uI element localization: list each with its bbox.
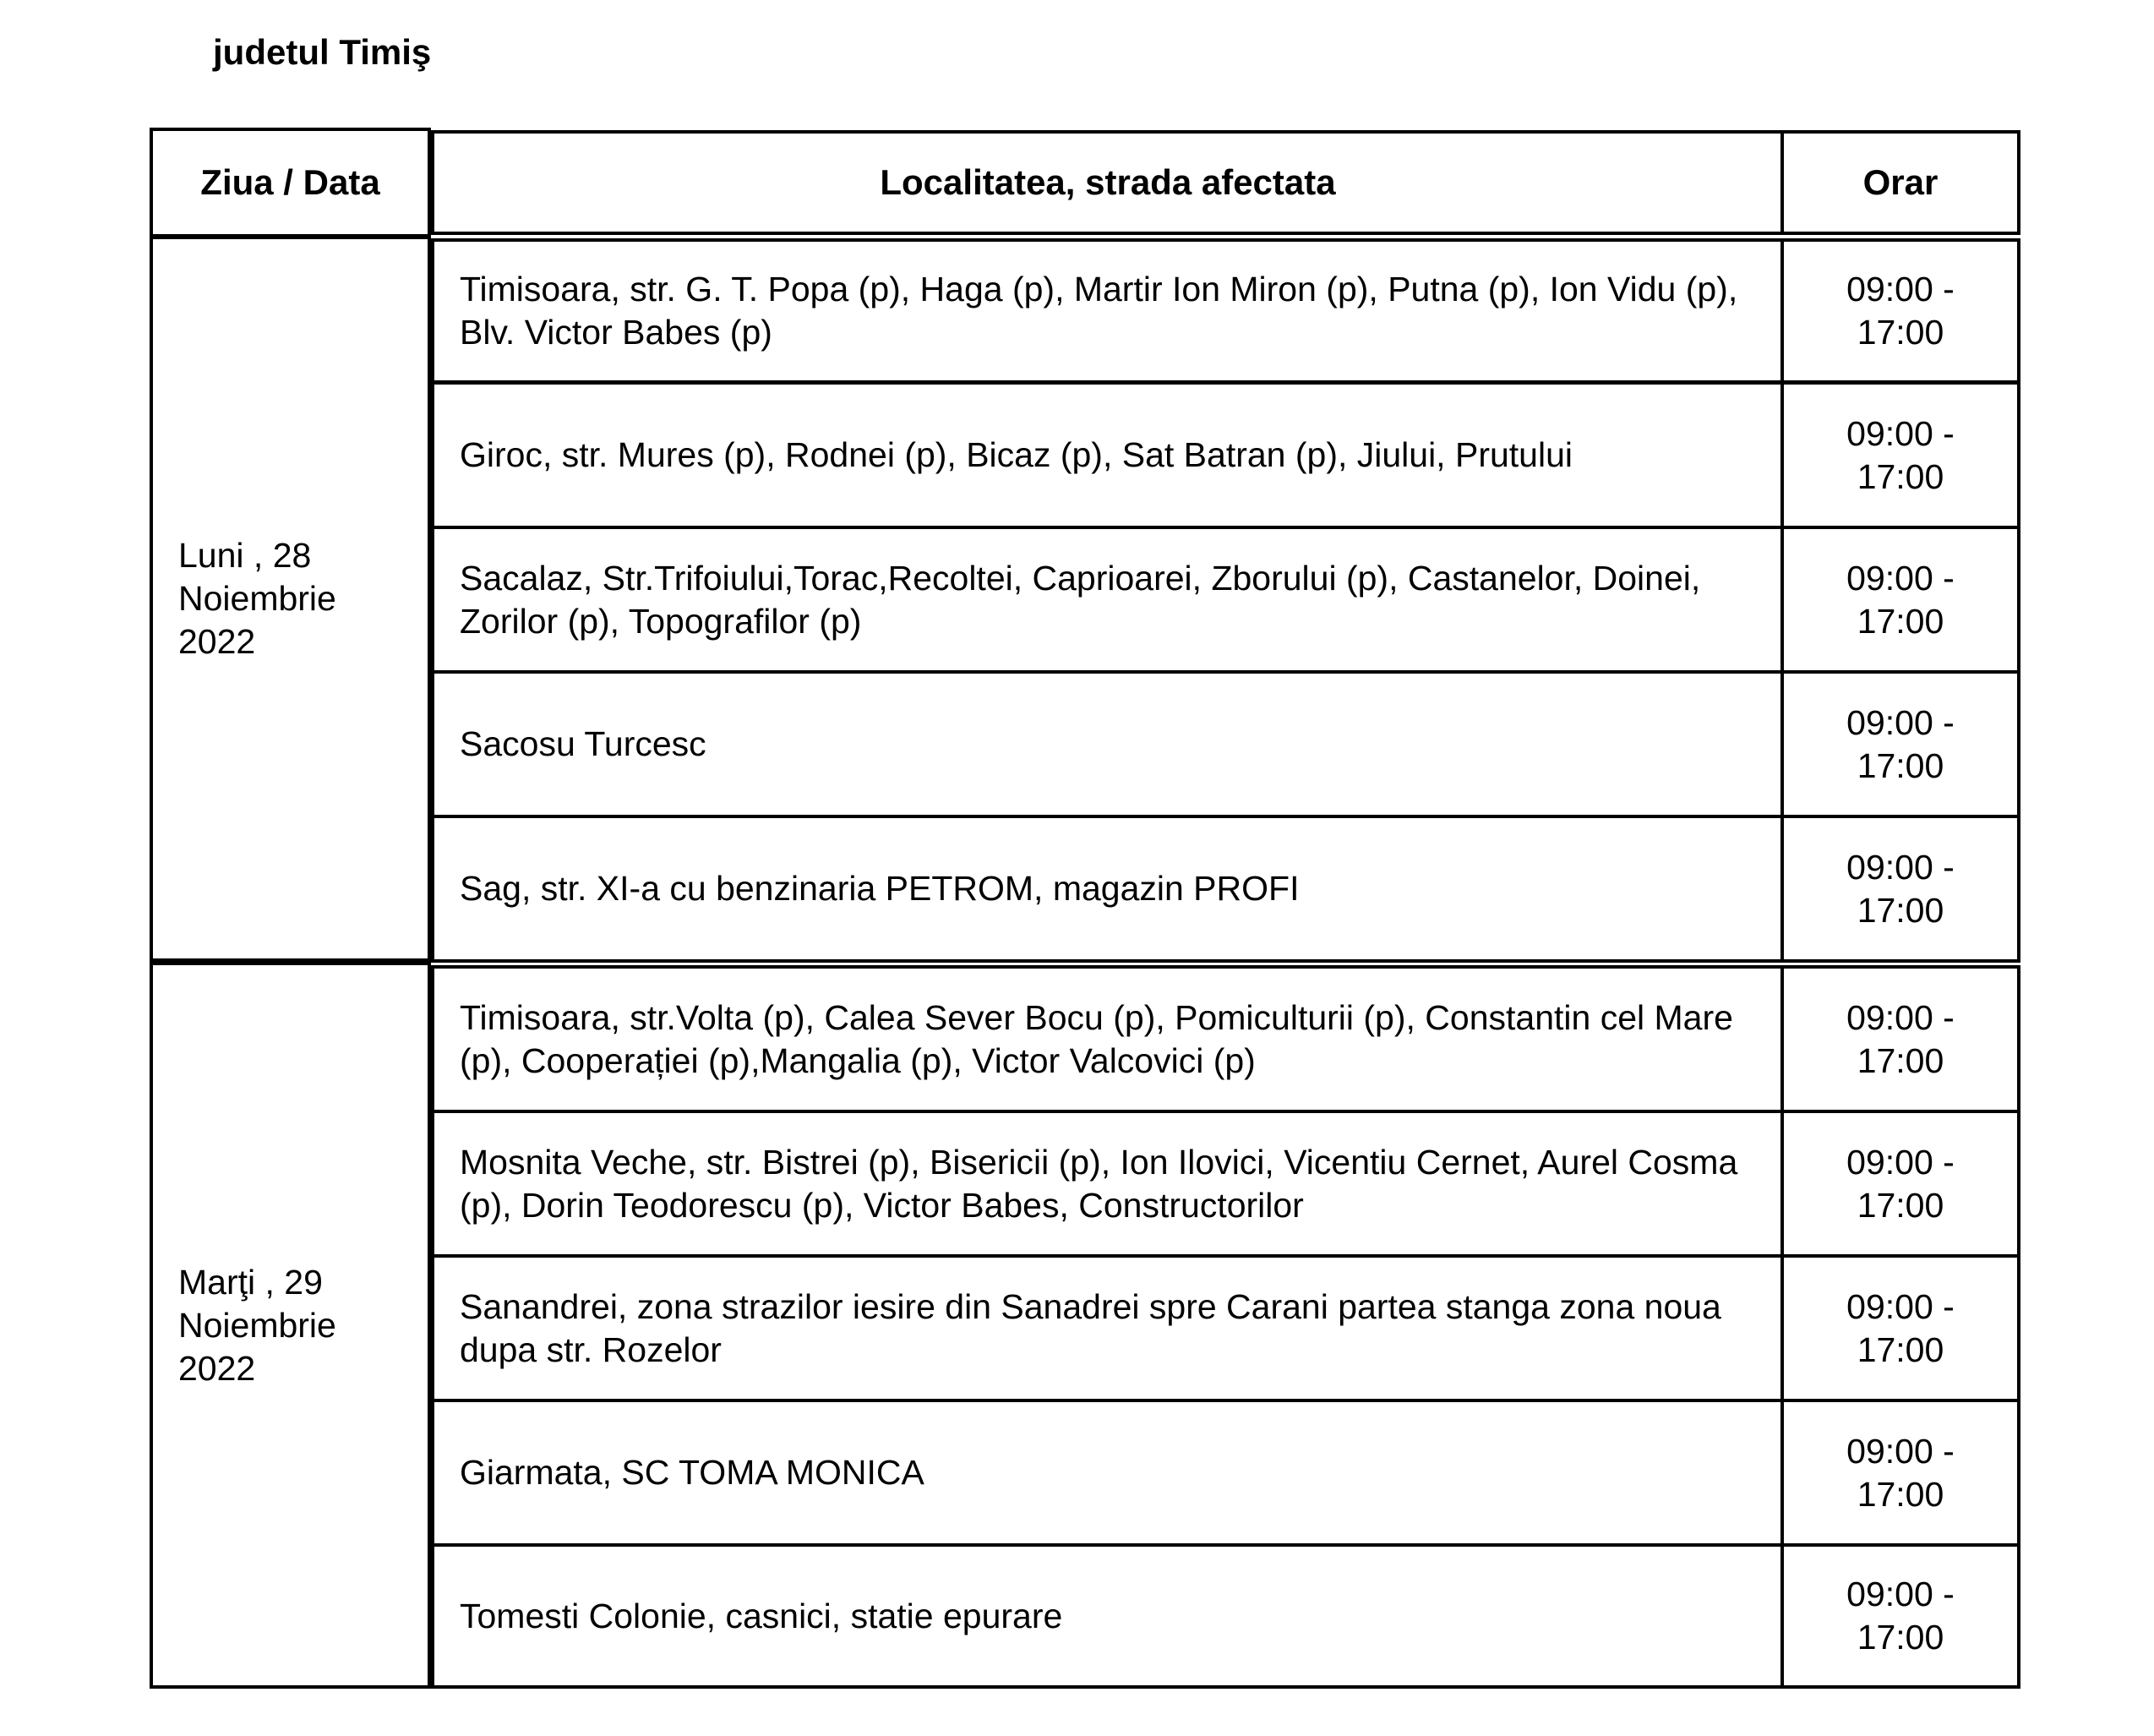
location-text: Sacalaz, Str.Trifoiului,Torac,Recoltei, Caprioarei, Zborului (p), Castanelor, Doinei, Zorilor (p), Topografilor (p) bbox=[460, 558, 1701, 641]
table-row-location bbox=[431, 670, 1785, 818]
time-start: 09:00 - bbox=[1846, 702, 1955, 742]
header-time-label: Orar bbox=[1862, 162, 1939, 202]
table-row-time bbox=[1780, 526, 2020, 674]
table-row-location bbox=[431, 1399, 1785, 1547]
location-text: Giroc, str. Mures (p), Rodnei (p), Bicaz (p), Sat Batran (p), Jiului, Prutului bbox=[460, 435, 1573, 474]
location-text: Sag, str. XI-a cu benzinaria PETROM, magazin PROFI bbox=[460, 869, 1300, 908]
table-row-location bbox=[431, 965, 1785, 1113]
header-day-label: Ziua / Data bbox=[200, 162, 380, 202]
time-start: 09:00 - bbox=[1846, 558, 1955, 598]
time-start: 09:00 - bbox=[1846, 997, 1955, 1037]
day-cell-tuesday bbox=[150, 962, 431, 1689]
time-start: 09:00 - bbox=[1846, 847, 1955, 887]
time-end: 17:00 bbox=[1857, 601, 1944, 641]
table-row-location bbox=[431, 1110, 1785, 1258]
time-start: 09:00 - bbox=[1846, 1575, 1955, 1613]
day-cell-monday bbox=[150, 236, 431, 962]
day-label: Luni , 28 Noiembrie 2022 bbox=[178, 536, 336, 661]
location-text: Mosnita Veche, str. Bistrei (p), Bisericii (p), Ion Ilovici, Vicentiu Cernet, Aurel Cosma (p), Dorin Teodorescu (p), Victor Babes, Constructorilor bbox=[460, 1142, 1738, 1225]
day-label: Marţi , 29 Noiembrie 2022 bbox=[178, 1262, 336, 1388]
time-start: 09:00 - bbox=[1846, 1431, 1955, 1471]
table-row-time bbox=[1780, 1254, 2020, 1402]
time-end: 17:00 bbox=[1857, 1185, 1944, 1225]
header-location bbox=[431, 130, 1785, 235]
table-row-time bbox=[1780, 238, 2020, 384]
time-end: 17:00 bbox=[1857, 1040, 1944, 1080]
table-row-location bbox=[431, 381, 1785, 529]
time-end: 17:00 bbox=[1857, 1474, 1944, 1514]
time-start: 09:00 - bbox=[1846, 413, 1955, 453]
table-row-time bbox=[1780, 965, 2020, 1113]
table-row-location bbox=[431, 238, 1785, 384]
table-row-time bbox=[1780, 381, 2020, 529]
table-row-location bbox=[431, 1543, 1785, 1689]
header-day bbox=[150, 128, 431, 237]
time-end: 17:00 bbox=[1857, 456, 1944, 496]
header-location-label: Localitatea, strada afectata bbox=[880, 162, 1336, 202]
location-text: Tomesti Colonie, casnici, statie epurare bbox=[460, 1596, 1063, 1635]
table-row-location bbox=[431, 815, 1785, 963]
time-end: 17:00 bbox=[1857, 313, 1944, 352]
location-text: Timisoara, str. G. T. Popa (p), Haga (p), Martir Ion Miron (p), Putna (p), Ion Vidu (p), Blv. Victor Babes (p) bbox=[460, 270, 1738, 352]
location-text: Sacosu Turcesc bbox=[460, 724, 706, 763]
table-row-time bbox=[1780, 815, 2020, 963]
time-start: 09:00 - bbox=[1846, 1286, 1955, 1326]
time-start: 09:00 - bbox=[1846, 270, 1955, 308]
time-end: 17:00 bbox=[1857, 890, 1944, 930]
table-row-time bbox=[1780, 1110, 2020, 1258]
time-end: 17:00 bbox=[1857, 1618, 1944, 1657]
document-title: judetul Timiş bbox=[213, 32, 432, 72]
time-end: 17:00 bbox=[1857, 745, 1944, 785]
time-end: 17:00 bbox=[1857, 1329, 1944, 1369]
table-row-time bbox=[1780, 1399, 2020, 1547]
table-row-time bbox=[1780, 670, 2020, 818]
table-row-location bbox=[431, 1254, 1785, 1402]
location-text: Giarmata, SC TOMA MONICA bbox=[460, 1453, 924, 1492]
location-text: Sanandrei, zona strazilor iesire din Sanadrei spre Carani partea stanga zona noua dupa str. Rozelor bbox=[460, 1286, 1721, 1369]
location-text: Timisoara, str.Volta (p), Calea Sever Bocu (p), Pomiculturii (p), Constantin cel Mare (p), Cooperației (p),Mangalia (p), Victor Valcovici (p) bbox=[460, 997, 1733, 1080]
table-row-location bbox=[431, 526, 1785, 674]
table-row-time bbox=[1780, 1543, 2020, 1689]
header-time bbox=[1780, 130, 2020, 235]
time-start: 09:00 - bbox=[1846, 1142, 1955, 1182]
